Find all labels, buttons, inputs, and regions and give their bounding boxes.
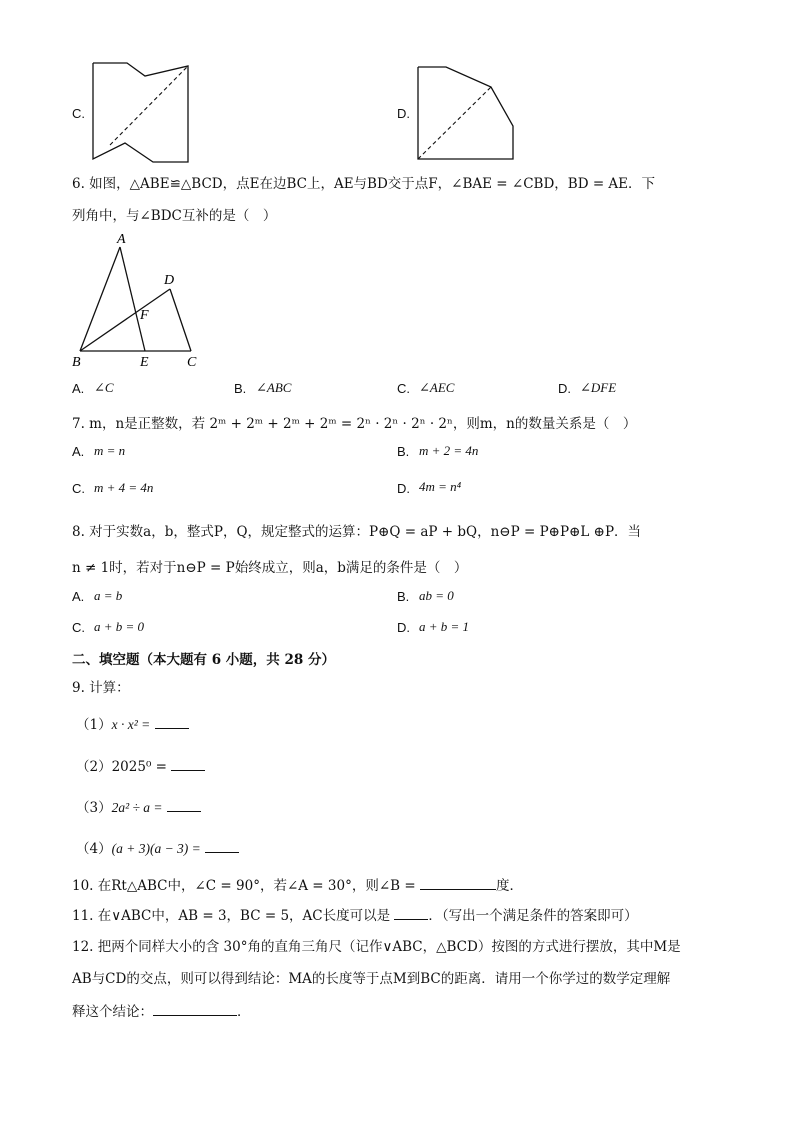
q6-option-d-text: ∠DFE [580, 380, 617, 395]
q9-item-1 [76, 713, 189, 733]
q8-option-c-text: a + b = 0 [94, 619, 145, 634]
q6-option-c-label: C. [397, 381, 410, 396]
q6-option-a-label: A. [72, 381, 85, 396]
q10-suffix: 度． [495, 878, 523, 894]
segment-ae [120, 247, 145, 351]
q9-title: 9. 计算： [72, 680, 130, 696]
q6-option-b-label: B. [234, 381, 247, 396]
option-c-label: C. [72, 106, 85, 121]
q12-line-1: 12. 把两个同样大小的含 30°角的直角三角尺（记作∨ABC，△BCD）按图的方式进行摆放，其中M是 [72, 939, 681, 955]
q7-option-c-text: m + 4 = 4n [94, 480, 154, 495]
q8-option-b-text: ab = 0 [419, 588, 454, 603]
q6-line-2: 列角中，与∠BDC互补的是（ ） [72, 208, 277, 224]
q10-answer-blank[interactable] [420, 877, 496, 890]
point-b-label: B [72, 355, 81, 370]
q12-line-2: AB与CD的交点，则可以得到结论：MA的长度等于点M到BC的距离．请用一个你学过的数学定理解 [72, 971, 671, 987]
q11-line [72, 904, 638, 924]
q6-option-a-text: ∠C [94, 380, 114, 395]
option-d-figure [415, 64, 517, 162]
q11-text: 11. 在∨ABC中，AB = 3，BC = 5，AC长度可以是 [72, 908, 391, 924]
q9-item-2-answer-blank[interactable] [171, 758, 205, 771]
q6-triangle-figure [68, 228, 208, 370]
q11-answer-blank[interactable] [394, 907, 428, 920]
q9-item-4-expr: (a + 3)(a − 3) = [111, 841, 201, 856]
q10-text: 10. 在Rt△ABC中，∠C = 90°，若∠A = 30°，则∠B = [72, 878, 416, 894]
option-d-outline [418, 67, 513, 159]
q9-item-4-answer-blank[interactable] [205, 840, 239, 853]
q9-item-4-num: （4） [76, 841, 112, 857]
q12-answer-blank[interactable] [153, 1003, 237, 1016]
option-c-outline [93, 63, 188, 162]
q6-line-1: 6. 如图，△ABE≌△BCD，点E在边BC上，AE与BD交于点F，∠BAE = ∠CBD，BD = AE．下 [72, 176, 656, 192]
q9-item-1-expr: x · x² = [111, 717, 151, 732]
q9-item-1-num: （1） [76, 717, 112, 733]
q8-option-a-text: a = b [94, 588, 123, 603]
q7-option-d-text: 4m = n⁴ [419, 479, 462, 494]
q9-item-3-answer-blank[interactable] [167, 799, 201, 812]
point-a-label: A [117, 232, 126, 247]
q7-option-b-text: m + 2 = 4n [419, 443, 479, 458]
point-c-label: C [187, 355, 197, 370]
q8-option-d-label: D. [397, 620, 410, 635]
segment-bd [80, 289, 170, 351]
q8-option-a-label: A. [72, 589, 85, 604]
q8-option-c-label: C. [72, 620, 85, 635]
option-d-label: D. [397, 106, 410, 121]
q12-suffix: ． [237, 1004, 251, 1020]
q8-line-1: 8. 对于实数a，b，整式P，Q，规定整式的运算：P⊕Q = aP + bQ，n⊖P = P⊕P⊕L ⊕P．当 [72, 524, 642, 540]
q7-option-b-label: B. [397, 444, 410, 459]
q6-option-b-text: ∠ABC [256, 380, 292, 395]
q7-option-c-label: C. [72, 481, 85, 496]
option-c-dashed-line [110, 66, 188, 145]
q7-option-a-label: A. [72, 444, 85, 459]
point-e-label: E [140, 355, 149, 370]
q6-option-d-label: D. [558, 381, 571, 396]
option-d-dashed-line [418, 87, 491, 159]
point-d-label: D [164, 273, 175, 288]
q12-line-3 [72, 1000, 251, 1020]
q12-text: 释这个结论： [72, 1004, 153, 1020]
q9-item-2 [76, 755, 205, 775]
q7-option-d-label: D. [397, 481, 410, 496]
q9-item-3-num: （3） [76, 800, 112, 816]
q11-suffix: ．（写出一个满足条件的答案即可） [428, 908, 638, 924]
q9-item-2-expr: 2025⁰ = [111, 759, 167, 775]
q7-line: 7. m，n是正整数，若 2ᵐ + 2ᵐ + 2ᵐ + 2ᵐ = 2ⁿ · 2ⁿ · 2ⁿ · 2ⁿ，则m，n的数量关系是（ ） [72, 416, 637, 432]
q9-item-2-num: （2） [76, 759, 112, 775]
option-c-figure [90, 60, 192, 164]
q6-option-c-text: ∠AEC [419, 380, 455, 395]
q7-option-a-text: m = n [94, 443, 126, 458]
q9-item-1-answer-blank[interactable] [155, 716, 189, 729]
q9-item-3 [76, 796, 201, 816]
q8-option-b-label: B. [397, 589, 410, 604]
q9-item-3-expr: 2a² ÷ a = [111, 800, 163, 815]
q9-item-4 [76, 837, 239, 857]
section-2-title: 二、填空题（本大题有 6 小题，共 28 分） [72, 652, 335, 668]
q10-line [72, 874, 523, 894]
q8-line-2: n ≠ 1时，若对于n⊖P = P始终成立，则a，b满足的条件是（ ） [72, 560, 468, 576]
point-f-label: F [140, 308, 149, 323]
segment-dc [170, 289, 191, 351]
q8-option-d-text: a + b = 1 [419, 619, 470, 634]
segment-ab [80, 247, 120, 351]
